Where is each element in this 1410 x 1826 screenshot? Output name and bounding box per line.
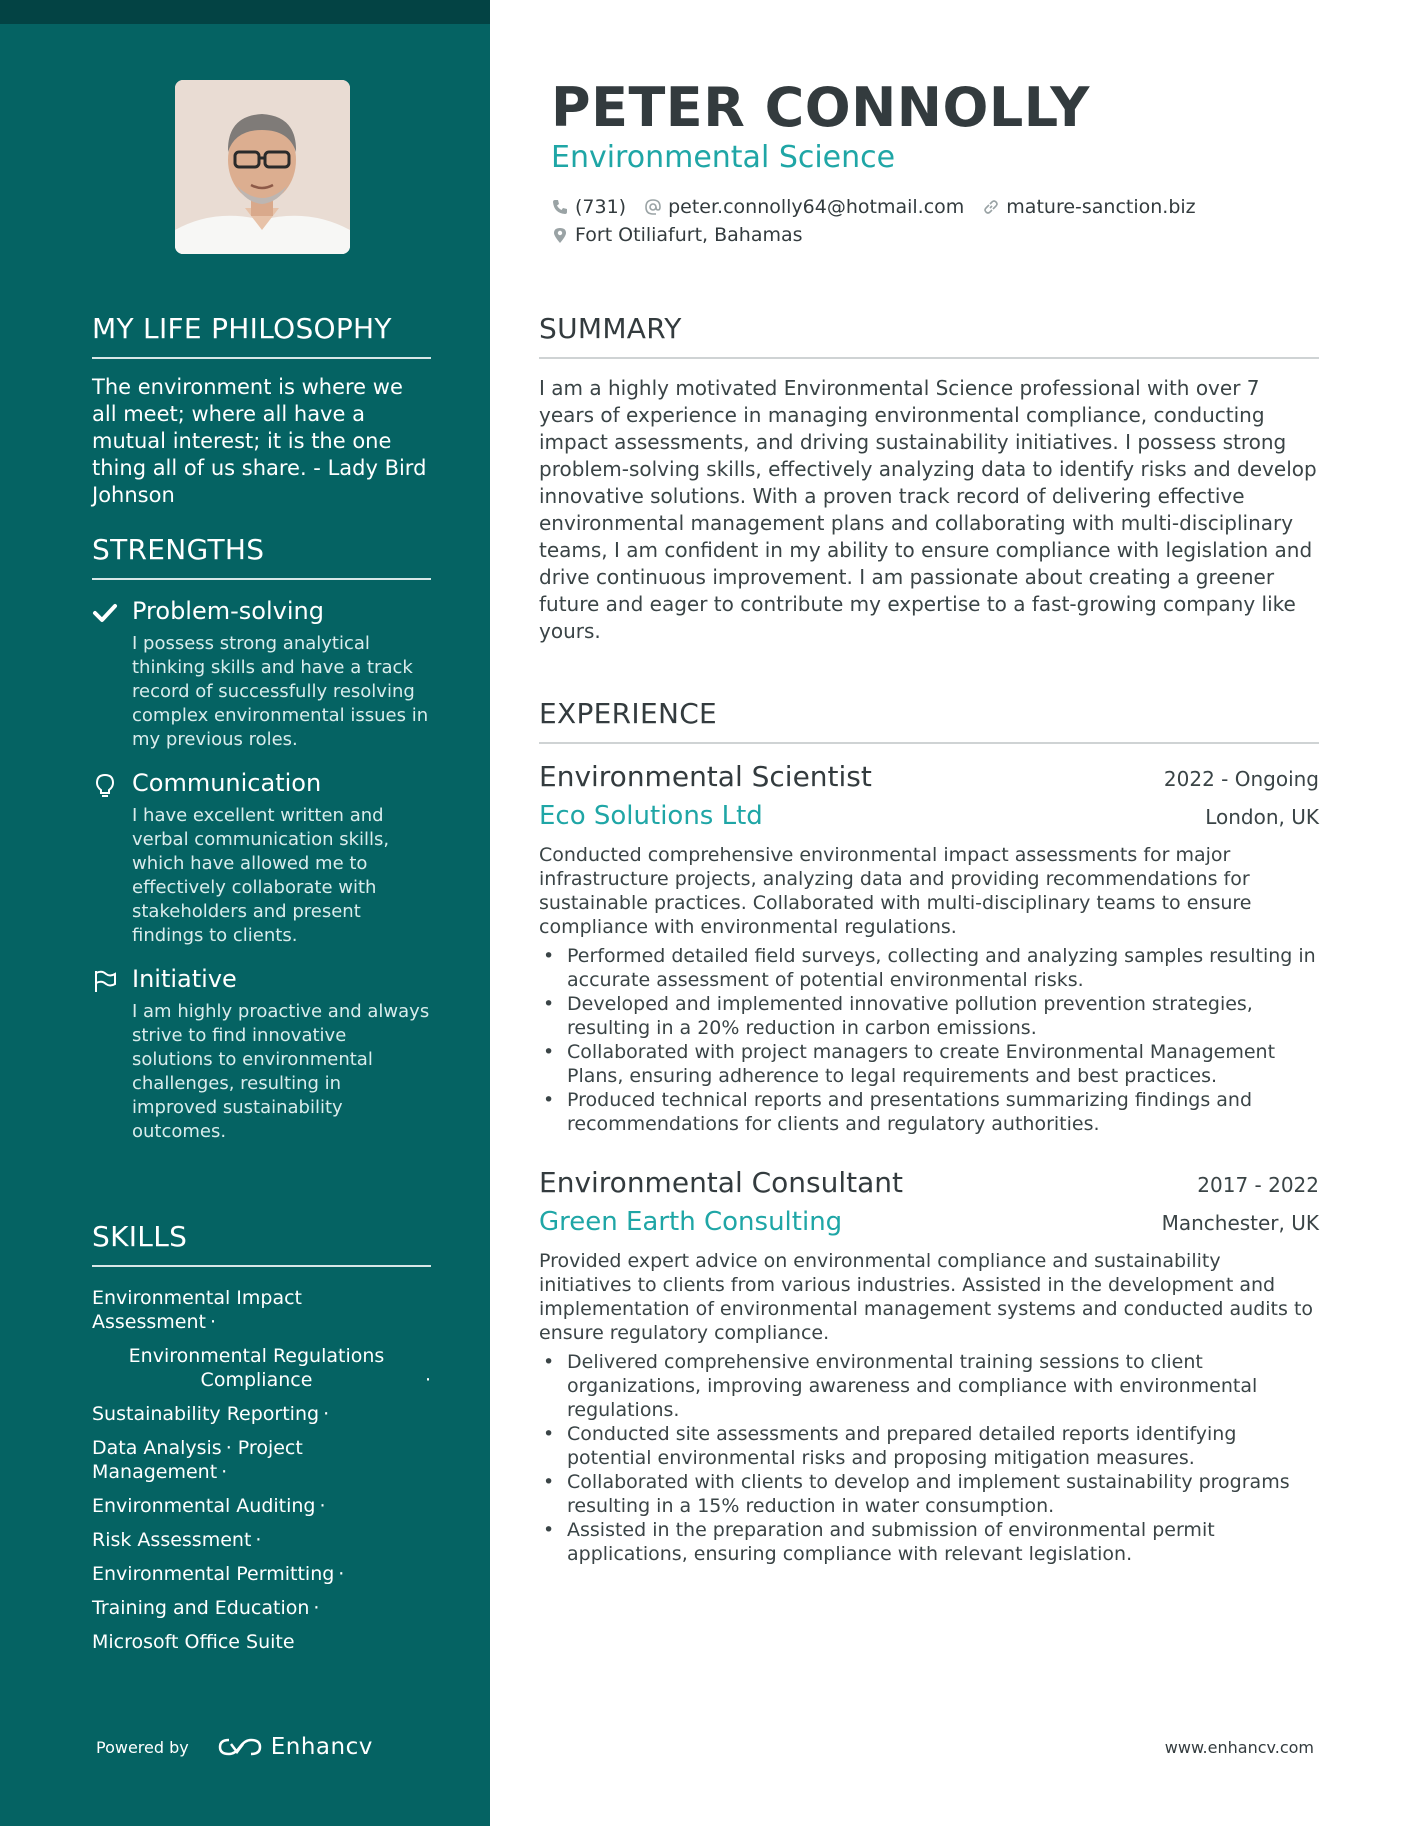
- enhancv-brand: Enhancv: [270, 1734, 373, 1760]
- job-bullet: • Delivered comprehensive environmental training sessions to client organizations, improving awareness and compliance with environmental regulations.: [539, 1350, 1319, 1422]
- website-text: mature-sanction.biz: [1006, 196, 1196, 218]
- skill-row: [92, 1557, 431, 1591]
- skill-tag: Project Management: [92, 1437, 303, 1483]
- job-location: Manchester, UK: [1161, 1211, 1319, 1235]
- email-text: peter.connolly64@hotmail.com: [668, 196, 965, 218]
- strength-title: Initiative: [132, 965, 237, 993]
- skill-separator: ·: [313, 1597, 320, 1619]
- skill-row: [92, 1625, 431, 1659]
- contact-email[interactable]: [644, 196, 964, 218]
- job-bullet: • Developed and implemented innovative pollution prevention strategies, resulting in a 20% reduction in carbon emissions.: [539, 992, 1319, 1040]
- job-company: Eco Solutions Ltd: [539, 801, 763, 831]
- skill-row: [92, 1281, 431, 1339]
- skill-tag: Data Analysis: [92, 1437, 222, 1459]
- skill-tag: Environmental Impact Assessment: [92, 1287, 302, 1333]
- skill-tag: Training and Education: [92, 1597, 310, 1619]
- skill-separator: ·: [323, 1403, 330, 1425]
- skill-tag: Environmental Permitting: [92, 1563, 335, 1585]
- job-entry: [539, 760, 1319, 1136]
- powered-by-label: Powered by: [96, 1737, 189, 1757]
- job-entry: [539, 1166, 1319, 1566]
- enhancv-logo[interactable]: [217, 1734, 373, 1760]
- location-pin-icon: [551, 226, 569, 244]
- job-description: Provided expert advice on environmental compliance and sustainability initiatives to clients from various industries. Assisted in the development and implementation of environmental management systems and conducted audits to ensure regulatory compliance.: [539, 1250, 1314, 1344]
- sidebar: [0, 0, 490, 1826]
- contact-website[interactable]: [982, 196, 1195, 218]
- at-icon: [644, 198, 662, 216]
- strength-description: I am highly proactive and always strive to find innovative solutions to environmental challenges, resulting in improved sustainability outcomes.: [132, 1001, 430, 1142]
- enhancv-logo-icon: [217, 1736, 263, 1758]
- skill-separator: ·: [225, 1437, 232, 1459]
- skills-list: [92, 1281, 431, 1659]
- job-description: Conducted comprehensive environmental impact assessments for major infrastructure projects, analyzing data and providing recommendations for sustainable practices. Collaborated with multi-disciplinary teams to ensure compliance with environmental regulations.: [539, 844, 1252, 938]
- skill-separator: ·: [255, 1529, 262, 1551]
- job-bullet: • Collaborated with project managers to create Environmental Management Plans, ensuring adherence to legal requirements and best practices.: [539, 1040, 1319, 1088]
- job-subheader: [539, 801, 1319, 831]
- experience-section: [539, 697, 1319, 1566]
- contact-info: [551, 193, 1214, 249]
- job-bullet: • Assisted in the preparation and submission of environmental permit applications, ensuring compliance with relevant legislation.: [539, 1518, 1319, 1566]
- strength-title: Problem-solving: [132, 597, 324, 625]
- skill-separator: ·: [209, 1311, 217, 1333]
- skill-tag: Environmental Auditing: [92, 1495, 316, 1517]
- summary-heading: SUMMARY: [539, 312, 1319, 359]
- job-role: Environmental Consultant: [539, 1166, 904, 1199]
- experience-heading: EXPERIENCE: [539, 697, 1319, 744]
- summary-section: [539, 312, 1319, 645]
- skills-section: [92, 1220, 431, 1659]
- skill-separator: ·: [424, 1369, 431, 1391]
- sidebar-top-bar: [0, 0, 490, 24]
- job-dates: 2017 - 2022: [1197, 1173, 1319, 1197]
- job-header: [539, 760, 1319, 793]
- job-company: Green Earth Consulting: [539, 1207, 843, 1237]
- profile-photo: [175, 80, 350, 254]
- strength-item: [92, 596, 431, 752]
- link-icon: [982, 198, 1000, 216]
- job-bullet: • Produced technical reports and presentations summarizing findings and recommendations for clients and regulatory authorities.: [539, 1088, 1319, 1136]
- candidate-name: PETER CONNOLLY: [551, 76, 1090, 139]
- skill-tag: Environmental Regulations Compliance: [128, 1345, 385, 1391]
- skill-separator: ·: [221, 1461, 228, 1483]
- job-bullets: [539, 1350, 1319, 1566]
- skill-tag: Sustainability Reporting: [92, 1403, 320, 1425]
- philosophy-section: [92, 312, 431, 509]
- job-bullets: [539, 944, 1319, 1136]
- philosophy-quote: The environment is where we all meet; where all have a mutual interest; it is the one thing all of us share. - Lady Bird Johnson: [92, 375, 427, 507]
- job-role: Environmental Scientist: [539, 760, 872, 793]
- strength-item: [92, 768, 431, 948]
- strength-description: I possess strong analytical thinking skills and have a track record of successfully resolving complex environmental issues in my previous roles.: [132, 633, 429, 750]
- skill-tag: Microsoft Office Suite: [92, 1631, 295, 1653]
- lightbulb-icon: [92, 772, 118, 798]
- candidate-title: Environmental Science: [551, 140, 896, 175]
- location-text: Fort Otiliafurt, Bahamas: [575, 224, 803, 246]
- strength-title: Communication: [132, 769, 322, 797]
- skill-row: [92, 1591, 431, 1625]
- skill-row: [92, 1523, 431, 1557]
- phone-icon: [551, 198, 569, 216]
- flag-icon: [92, 968, 118, 994]
- powered-by: [96, 1734, 373, 1760]
- summary-text: I am a highly motivated Environmental Science professional with over 7 years of experience in managing environmental compliance, conducting impact assessments, and driving sustainability initiatives. I possess strong problem-solving skills, effectively analyzing data to identify risks and develop innovative solutions. With a proven track record of delivering effective environmental management plans and collaborating with multi-disciplinary teams, I am confident in my ability to ensure compliance with legislation and drive continuous improvement. I am passionate about creating a greener future and eager to contribute my expertise to a fast-growing company like yours.: [539, 376, 1317, 643]
- check-icon: [92, 600, 118, 626]
- contact-phone[interactable]: [551, 196, 626, 218]
- strength-description: I have excellent written and verbal communication skills, which have allowed me to effectively collaborate with stakeholders and present findings to clients.: [132, 805, 390, 946]
- contact-row: [551, 221, 1214, 249]
- strengths-heading: STRENGTHS: [92, 533, 431, 580]
- skill-tag: Risk Assessment: [92, 1529, 252, 1551]
- strength-item: [92, 964, 431, 1144]
- philosophy-heading: MY LIFE PHILOSOPHY: [92, 312, 431, 359]
- contact-row: [551, 193, 1214, 221]
- job-bullet: • Collaborated with clients to develop and implement sustainability programs resulting in a 15% reduction in water consumption.: [539, 1470, 1319, 1518]
- skill-row: [92, 1431, 431, 1489]
- skills-heading: SKILLS: [92, 1220, 431, 1267]
- skill-row: [92, 1489, 431, 1523]
- phone-text: (731): [575, 196, 627, 218]
- skill-row: [92, 1339, 431, 1397]
- skill-separator: ·: [338, 1563, 345, 1585]
- job-subheader: [539, 1207, 1319, 1237]
- skill-row: [92, 1397, 431, 1431]
- job-location: London, UK: [1205, 805, 1319, 829]
- strengths-section: [92, 533, 431, 1144]
- contact-location: [551, 224, 803, 246]
- job-bullet: • Conducted site assessments and prepared detailed reports identifying potential environmental risks and proposing mitigation measures.: [539, 1422, 1319, 1470]
- job-header: [539, 1166, 1319, 1199]
- skill-separator: ·: [319, 1495, 326, 1517]
- footer-website-link[interactable]: www.enhancv.com: [1164, 1738, 1314, 1757]
- job-dates: 2022 - Ongoing: [1163, 767, 1319, 791]
- job-bullet: • Performed detailed field surveys, collecting and analyzing samples resulting in accurate assessment of potential environmental risks.: [539, 944, 1319, 992]
